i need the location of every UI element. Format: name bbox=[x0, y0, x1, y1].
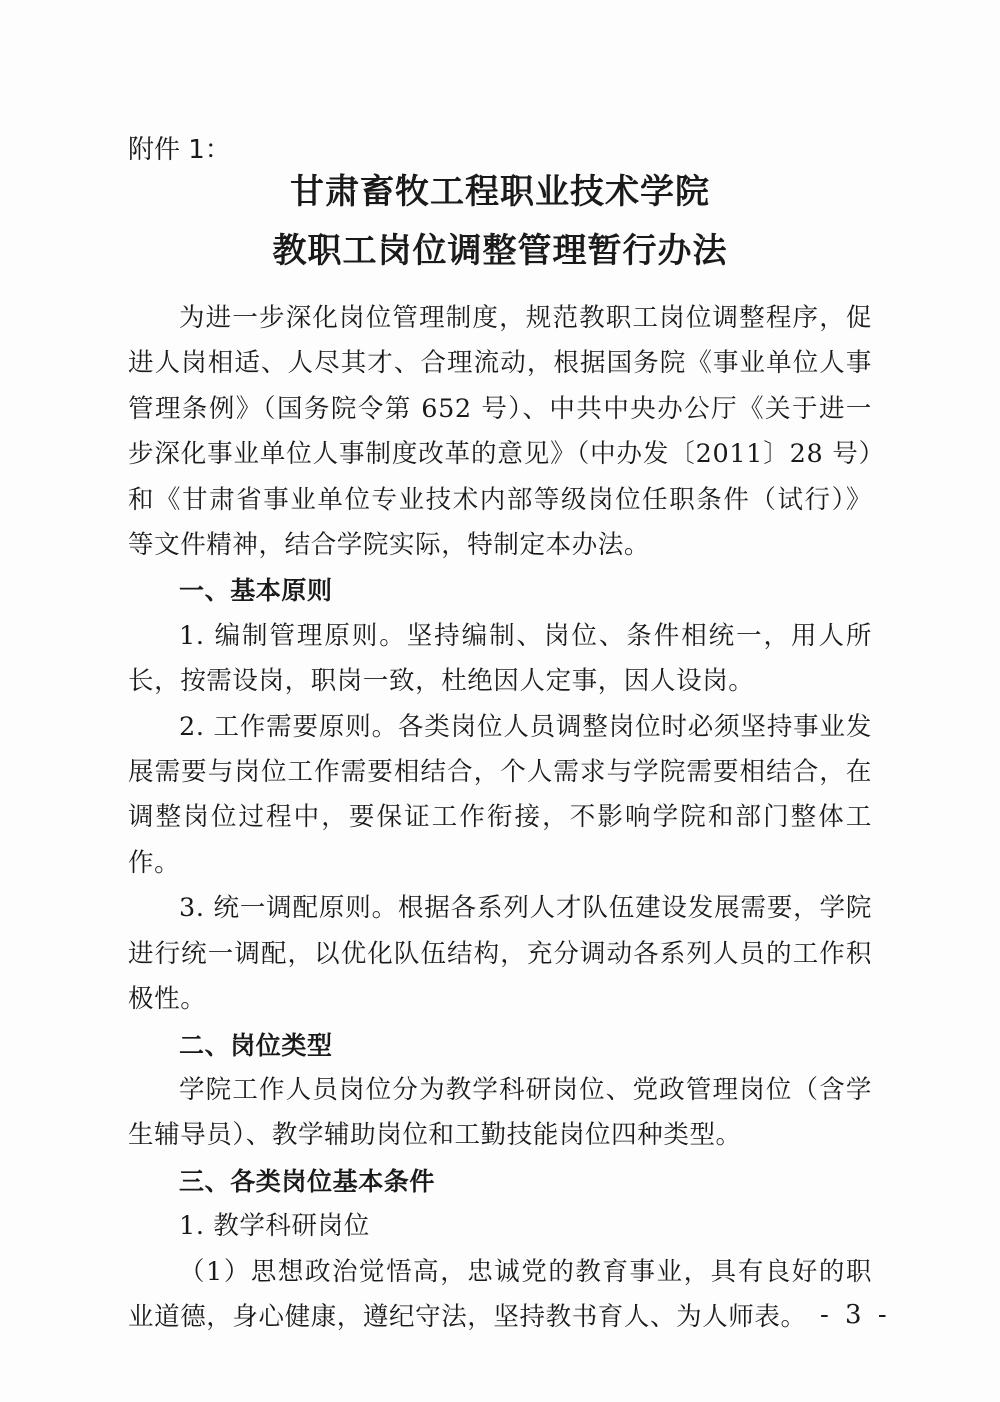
section-heading-position-types: 二、岗位类型 bbox=[179, 1030, 333, 1060]
document-title-line-1: 甘肃畜牧工程职业技术学院 bbox=[290, 172, 710, 212]
intro-paragraph: 为进一步深化岗位管理制度，规范教职工岗位调整程序，促进人岗相适、人尽其才、合理流动，根据国务院《事业单位人事管理条例》（国务院令第 652 号）、中共中央办公厅《关于进一步深化事业单位人事制度改革的意见》（中办发〔2011〕28 号）和《甘肃省事业单位专业技术内部等级岗位任职条件（试行）》等文件精神，结合学院实际，特制定本办法。 bbox=[128, 303, 872, 561]
principle-work-needs-paragraph: 2. 工作需要原则。各类岗位人员调整岗位时必须坚持事业发展需要与岗位工作需要相结合，个人需求与学院需要相结合，在调整岗位过程中，要保证工作衔接，不影响学院和部门整体工作。 bbox=[128, 711, 872, 878]
position-types-paragraph: 学院工作人员岗位分为教学科研岗位、党政管理岗位（含学生辅导员）、教学辅助岗位和工勤技能岗位四种类型。 bbox=[128, 1074, 872, 1151]
attachment-label: 附件 1： bbox=[128, 135, 231, 165]
document-title-line-2: 教职工岗位调整管理暂行办法 bbox=[272, 231, 728, 271]
document-body bbox=[128, 296, 872, 1340]
principle-staffing-paragraph: 1. 编制管理原则。坚持编制、岗位、条件相统一，用人所长，按需设岗，职岗一致，杜绝因人定事，因人设岗。 bbox=[128, 620, 872, 697]
subsection-teaching-research-positions: 1. 教学科研岗位 bbox=[179, 1211, 370, 1242]
section-heading-basic-conditions: 三、各类岗位基本条件 bbox=[179, 1166, 436, 1196]
principle-unified-allocation-paragraph: 3. 统一调配原则。根据各系列人才队伍建设发展需要，学院进行统一调配，以优化队伍结构，充分调动各系列人员的工作积极性。 bbox=[128, 893, 872, 1015]
page-number: - 3 - bbox=[820, 1300, 891, 1330]
condition-item-1-paragraph: （1）思想政治觉悟高，忠诚党的教育事业，具有良好的职业道德，身心健康，遵纪守法，坚持教书育人、为人师表。 bbox=[128, 1256, 872, 1332]
section-heading-basic-principles: 一、基本原则 bbox=[179, 576, 333, 606]
